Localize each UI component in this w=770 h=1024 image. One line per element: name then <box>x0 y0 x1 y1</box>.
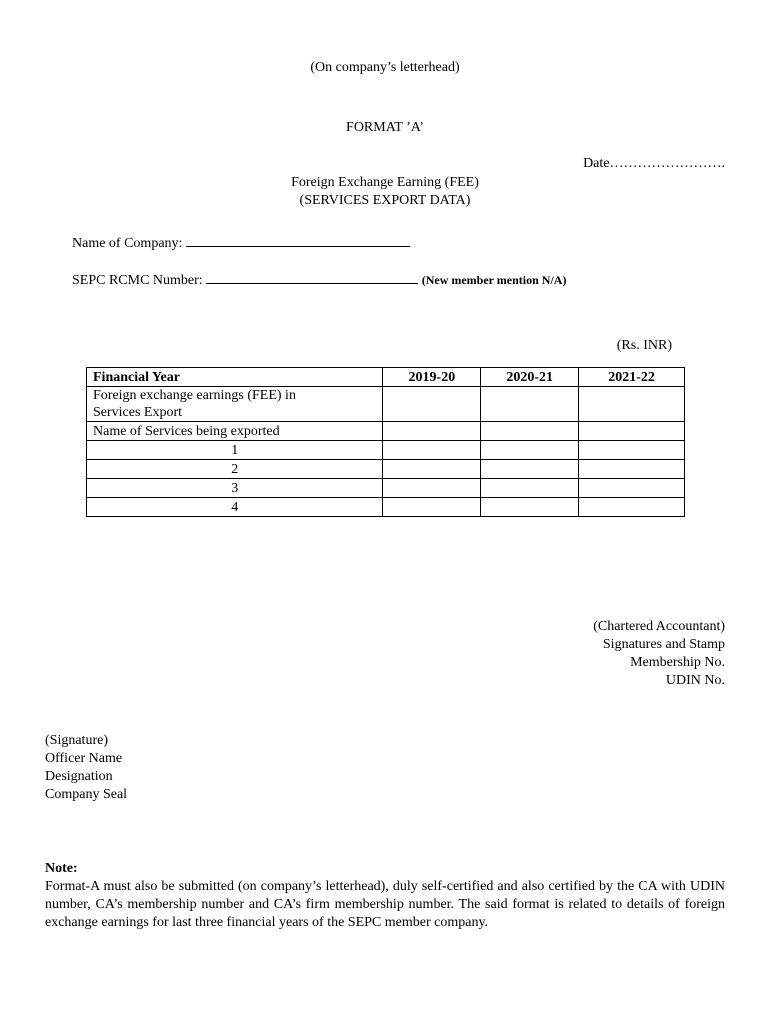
date-field: Date……………………. <box>583 156 725 171</box>
table-row <box>87 498 685 517</box>
table-cell[interactable] <box>579 479 685 498</box>
currency-note: (Rs. INR) <box>616 338 672 353</box>
table-cell[interactable] <box>383 422 481 441</box>
table-row <box>87 479 685 498</box>
company-seal-line: Company Seal <box>45 787 128 802</box>
table-cell[interactable] <box>383 479 481 498</box>
ca-udin-line: UDIN No. <box>665 673 725 688</box>
table-cell[interactable] <box>383 441 481 460</box>
company-name-row <box>72 234 410 252</box>
table-cell[interactable] <box>481 498 579 517</box>
ca-membership-line: Membership No. <box>630 655 725 670</box>
format-title: FORMAT ’A’ <box>346 120 424 135</box>
table-cell[interactable] <box>383 498 481 517</box>
ca-title: (Chartered Accountant) <box>593 619 725 634</box>
ca-signature-line: Signatures and Stamp <box>602 637 725 652</box>
note-section <box>45 860 725 932</box>
chartered-accountant-block <box>593 618 725 690</box>
table-cell[interactable] <box>579 498 685 517</box>
header-financial-year: Financial Year <box>87 368 383 387</box>
row-label-fee <box>87 387 383 422</box>
rcmc-label: SEPC RCMC Number: <box>72 273 203 288</box>
table-cell[interactable] <box>481 479 579 498</box>
company-name-blank[interactable] <box>186 234 410 247</box>
company-name-label: Name of Company: <box>72 236 183 251</box>
row-label-fee-line1: Foreign exchange earnings (FEE) in <box>93 388 296 403</box>
header-year: 2021-22 <box>579 368 685 387</box>
table-cell[interactable] <box>579 422 685 441</box>
letterhead-note: (On company’s letterhead) <box>310 60 460 75</box>
header-year: 2020-21 <box>481 368 579 387</box>
table-cell[interactable] <box>579 460 685 479</box>
row-label-services: Name of Services being exported <box>87 422 383 441</box>
designation-line: Designation <box>45 769 113 784</box>
table-header-row <box>87 368 685 387</box>
table-row-fee <box>87 387 685 422</box>
signatory-block <box>45 732 127 804</box>
note-heading: Note: <box>45 861 78 876</box>
signature-line: (Signature) <box>45 733 108 748</box>
row-label-fee-line2: Services Export <box>93 405 183 420</box>
row-number: 2 <box>87 460 383 479</box>
table-row <box>87 441 685 460</box>
table-row <box>87 460 685 479</box>
row-number: 1 <box>87 441 383 460</box>
table-cell[interactable] <box>481 441 579 460</box>
table-cell[interactable] <box>383 460 481 479</box>
table-row-services <box>87 422 685 441</box>
table-cell[interactable] <box>579 387 685 422</box>
fee-table <box>86 367 685 517</box>
table-cell[interactable] <box>481 460 579 479</box>
table-cell[interactable] <box>481 387 579 422</box>
table-cell[interactable] <box>481 422 579 441</box>
table-cell[interactable] <box>383 387 481 422</box>
rcmc-number-blank[interactable] <box>206 271 418 284</box>
table-cell[interactable] <box>579 441 685 460</box>
note-body: Format-A must also be submitted (on company’s letterhead), duly self-certified and also certified by the CA with UDIN number, CA’s membership number and CA’s firm membership number. The said format is related to details of foreign exchange earnings for last three financial years of the SEPC member company. <box>45 879 725 930</box>
document-title-line1: Foreign Exchange Earning (FEE) <box>291 175 479 190</box>
document-title-line2: (SERVICES EXPORT DATA) <box>299 193 471 208</box>
rcmc-row <box>72 271 566 289</box>
row-number: 4 <box>87 498 383 517</box>
header-year: 2019-20 <box>383 368 481 387</box>
row-number: 3 <box>87 479 383 498</box>
rcmc-note: (New member mention N/A) <box>421 273 567 287</box>
officer-name-line: Officer Name <box>45 751 123 766</box>
